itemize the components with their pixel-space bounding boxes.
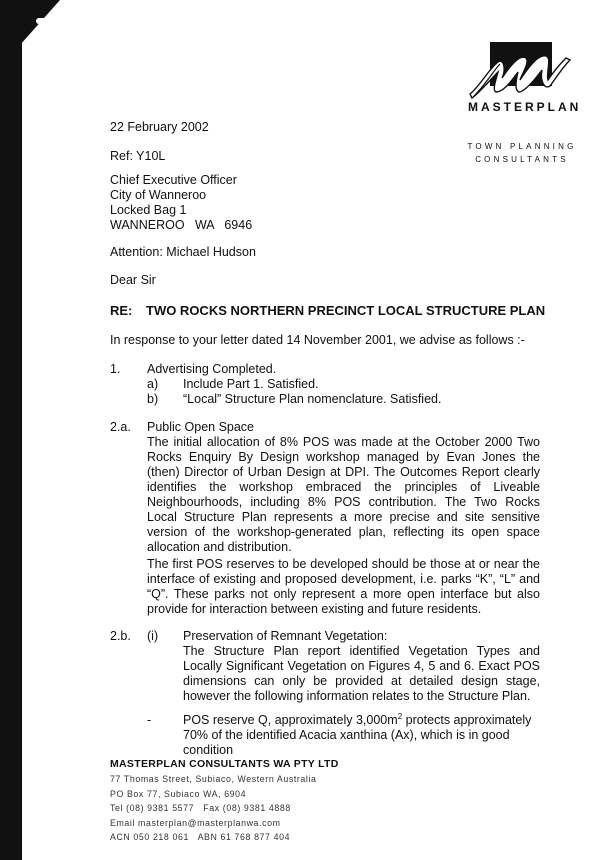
bullet-line-1 — [183, 713, 531, 727]
footer-acn-abn: ACN 050 218 061 ABN 61 768 877 404 — [110, 832, 291, 843]
footer-street: 77 Thomas Street, Subiaco, Western Australia — [110, 774, 317, 784]
intro-paragraph: In response to your letter dated 14 November 2001, we advise as follows :- — [110, 333, 525, 347]
address-line-2: City of Wanneroo — [110, 188, 207, 202]
scan-corner-shadow — [0, 0, 60, 45]
footer-company-name: MASTERPLAN CONSULTANTS WA PTY LTD — [110, 758, 339, 770]
bullet-dash: - — [147, 713, 152, 727]
item-1-number: 1. — [110, 362, 121, 376]
tagline-line-1: TOWN PLANNING — [467, 142, 577, 151]
item-1a-text: Include Part 1. Satisfied. — [183, 377, 319, 391]
attention-line: Attention: Michael Hudson — [110, 245, 256, 259]
item-2a-paragraph-1: The initial allocation of 8% POS was made at the October 2000 Two Rocks Enquiry By Design workshop managed by Evan Jones the (then) Director of Urban Design at DPI. The Outcomes Report clearly identifies the workshop embraced the principles of Liveable Neighbourhoods, including 8% POS contribution. The Two Rocks Local Structure Plan represents a more precise and site sensitive version of the workshop-generated plan, reflecting its open space allocation and distribution. — [147, 435, 540, 554]
letter-ref: Ref: Y10L — [110, 149, 166, 163]
logo-mark-icon — [466, 40, 578, 100]
scan-hole-mark — [36, 18, 46, 24]
item-2b-title: Preservation of Remnant Vegetation: — [183, 629, 388, 643]
item-2b-paragraph: The Structure Plan report identified Vegetation Types and Locally Significant Vegetation on Figures 4, 5 and 6. Exact POS dimensions can only be provided at detailed design stage, however the following information relates to the Structure Plan. — [183, 644, 540, 703]
bullet-text-b: protects approximately — [402, 713, 532, 727]
subject-label: RE: — [110, 303, 133, 318]
bullet-line-3: condition — [183, 743, 234, 757]
subject-heading: TWO ROCKS NORTHERN PRECINCT LOCAL STRUCTURE PLAN — [146, 303, 546, 318]
item-2a-title: Public Open Space — [147, 420, 255, 434]
letterhead-brand: MASTERPLAN — [468, 100, 582, 114]
bullet-text-a: POS reserve Q, approximately 3,000m — [183, 713, 398, 727]
footer-phone: Tel (08) 9381 5577 Fax (08) 9381 4888 — [110, 803, 291, 814]
bullet-superscript: 2 — [397, 711, 403, 721]
item-1-title: Advertising Completed. — [147, 362, 277, 376]
masterplan-logo — [466, 40, 582, 130]
salutation: Dear Sir — [110, 273, 156, 287]
item-1b-label: b) — [147, 392, 159, 406]
item-1b-text: “Local” Structure Plan nomenclature. Satisfied. — [183, 392, 442, 406]
letter-date: 22 February 2002 — [110, 120, 209, 134]
footer-contact-block — [110, 772, 317, 845]
item-2a-paragraph-2: The first POS reserves to be developed should be those at or near the interface of existing and proposed development, i.e. parks “K”, “L” and “Q”. These parks not only represent a more open interface but also provide for interaction between existing and future residents. — [147, 557, 540, 616]
tagline-line-2: CONSULTANTS — [475, 155, 569, 164]
scan-binding-edge — [0, 0, 22, 860]
item-2b-subnumber: (i) — [147, 629, 159, 643]
address-line-1: Chief Executive Officer — [110, 173, 237, 187]
item-1a-label: a) — [147, 377, 159, 391]
item-2a-number: 2.a. — [110, 420, 131, 434]
address-line-4: WANNEROO WA 6946 — [110, 218, 253, 232]
letterhead-tagline — [466, 140, 578, 166]
address-line-3: Locked Bag 1 — [110, 203, 187, 217]
bullet-line-2: 70% of the identified Acacia xanthina (Ax), which is in good — [183, 728, 510, 742]
footer-po-box: PO Box 77, Subiaco WA, 6904 — [110, 788, 247, 799]
item-2b-number: 2.b. — [110, 629, 131, 643]
footer-email: Email masterplan@masterplanwa.com — [110, 817, 281, 828]
